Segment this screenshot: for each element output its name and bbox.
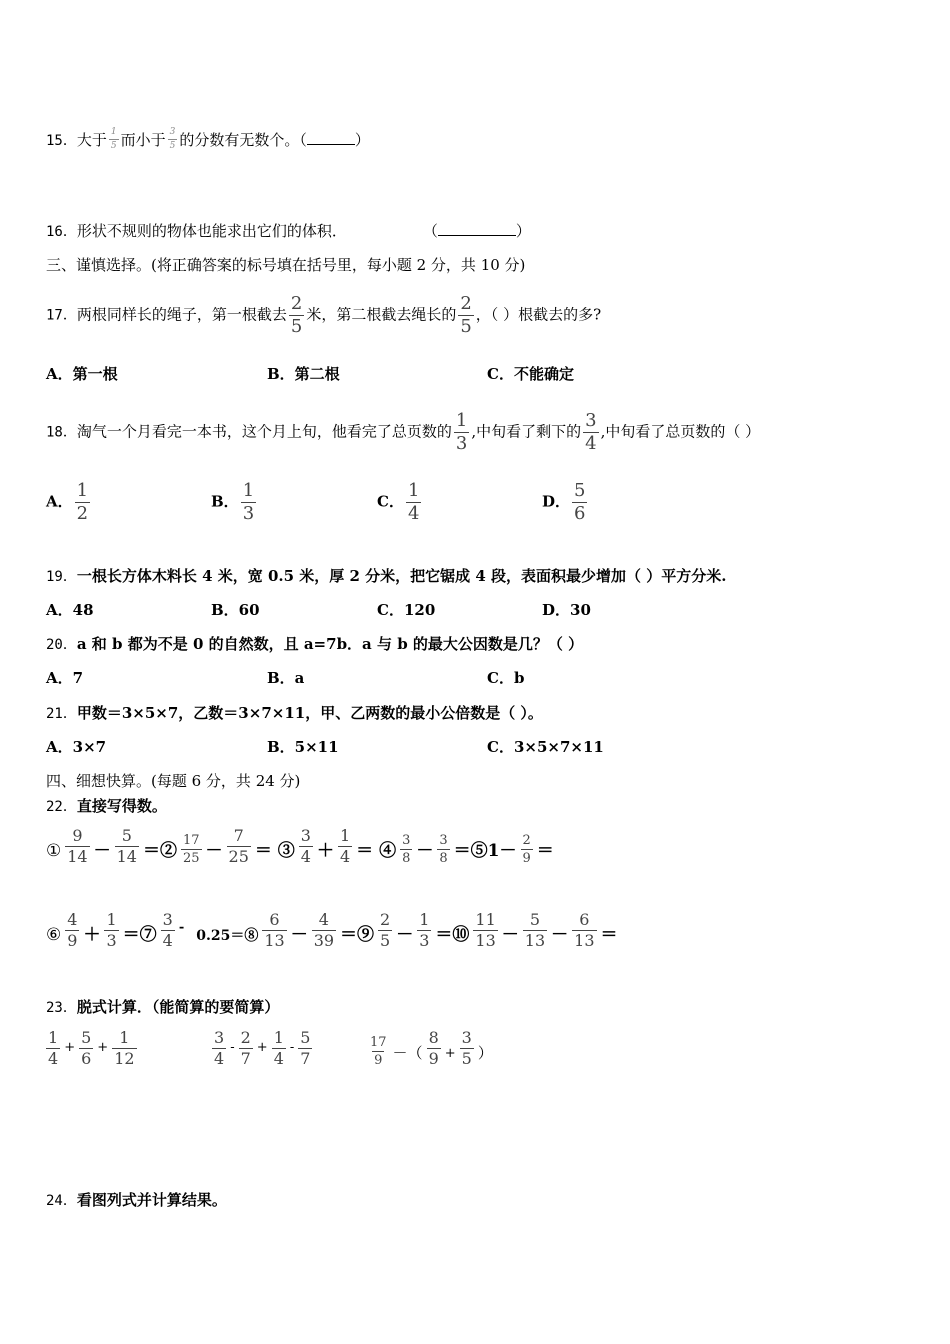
option-c[interactable]: C．不能确定: [487, 365, 574, 383]
fraction: $\frac{1}{3}$: [419, 910, 430, 950]
fraction: $\frac{1}{4}$: [407, 480, 420, 524]
option-d[interactable]: D． $\frac{5}{6}$: [542, 480, 586, 524]
question-20: 20．a 和 b 都为不是 0 的自然数，且 a=7b．a 与 b 的最大公因数是几？（ ）: [46, 635, 584, 653]
fraction: $\frac{1}{3}$: [106, 910, 117, 950]
fraction: $\frac{1}{5}$: [110, 127, 117, 151]
question-16: 16．形状不规则的物体也能求出它们的体积． （ ）: [46, 222, 531, 240]
fraction: $\frac{1}{3}$: [242, 480, 255, 524]
fraction: $\frac{3}{8}$: [402, 833, 411, 866]
option-c[interactable]: C．3×5×7×11: [487, 738, 604, 756]
option-b[interactable]: B． $\frac{1}{3}$: [211, 480, 255, 524]
fraction: $\frac{2}{9}$: [522, 833, 531, 866]
q23-expression-2: $\frac{3}{4}$ - $\frac{2}{7}$ + $\frac{1}{4}$ - $\frac{5}{7}$: [214, 1028, 311, 1068]
question-19: 19．一根长方体木料长 4 米，宽 0.5 米，厚 2 分米，把它锯成 4 段，表面积最少增加（ ）平方分米.: [46, 567, 727, 585]
fraction: $\frac{7}{25}$: [228, 826, 249, 866]
fraction: $\frac{1}{2}$: [76, 480, 89, 524]
option-c[interactable]: C．b: [487, 669, 525, 687]
question-18: 18．淘气一个月看完一本书，这个月上旬，他看完了总页数的 $\frac{1}{3}$ ,中旬看了剩下的 $\frac{3}{4}$ ,中旬看了总页数的（ ）: [46, 410, 761, 454]
fraction: $\frac{5}{7}$: [300, 1028, 311, 1068]
section-4-heading: 四、细想快算。(每题 6 分，共 24 分): [46, 772, 301, 790]
fraction: $\frac{6}{13}$: [574, 910, 595, 950]
fraction: $\frac{1}{4}$: [273, 1028, 284, 1068]
option-b[interactable]: B．第二根: [267, 365, 340, 383]
fraction: $\frac{3}{4}$: [214, 1028, 225, 1068]
fraction: $\frac{1}{12}$: [114, 1028, 135, 1068]
fraction: $\frac{5}{13}$: [524, 910, 546, 950]
q23-expression-3: $\frac{17}{9}$ －（ $\frac{8}{9}$ + $\frac{3}{5}$ ）: [370, 1028, 493, 1068]
section-3-heading: 三、谨慎选择。(将正确答案的标号填在括号里，每小题 2 分，共 10 分): [46, 256, 526, 274]
fraction: $\frac{6}{13}$: [264, 910, 285, 950]
option-a[interactable]: A．3×7: [46, 738, 107, 756]
fraction: $\frac{5}{14}$: [116, 826, 137, 866]
fraction: $\frac{9}{14}$: [67, 826, 88, 866]
option-b[interactable]: B．5×11: [267, 738, 339, 756]
fraction: $\frac{5}{6}$: [574, 480, 586, 524]
option-c[interactable]: C．120: [377, 601, 436, 619]
fraction: $\frac{3}{4}$: [585, 410, 597, 454]
fraction: $\frac{4}{39}$: [313, 910, 335, 950]
fraction: $\frac{1}{4}$: [48, 1028, 59, 1068]
fraction: $\frac{2}{5}$: [460, 293, 472, 337]
option-d[interactable]: D．30: [542, 601, 591, 619]
answer-blank[interactable]: [438, 221, 516, 236]
question-21: 21．甲数＝3×5×7，乙数＝3×7×11，甲、乙两数的最小公倍数是（ ）。: [46, 704, 543, 722]
fraction: $\frac{5}{6}$: [81, 1028, 92, 1068]
fraction: $\frac{3}{5}$: [461, 1028, 472, 1068]
option-a[interactable]: A．7: [46, 669, 84, 687]
option-b[interactable]: B．60: [211, 601, 260, 619]
fraction: $\frac{17}{9}$: [370, 1035, 387, 1068]
fraction: $\frac{3}{4}$: [300, 826, 311, 866]
fraction: $\frac{2}{5}$: [380, 910, 391, 950]
question-22: 22．直接写得数。: [46, 797, 167, 815]
fraction: $\frac{2}{5}$: [290, 293, 303, 337]
option-a[interactable]: A．第一根: [46, 365, 118, 383]
option-b[interactable]: B．a: [267, 669, 305, 687]
fraction: $\frac{17}{25}$: [182, 833, 200, 866]
fraction: $\frac{1}{4}$: [339, 826, 351, 866]
q23-expression-1: $\frac{1}{4}$ + $\frac{5}{6}$ + $\frac{1}{12}$: [48, 1028, 135, 1068]
fraction: $\frac{4}{9}$: [67, 910, 78, 950]
option-a[interactable]: A． $\frac{1}{2}$: [46, 480, 89, 524]
fraction: $\frac{2}{7}$: [240, 1028, 251, 1068]
question-24: 24．看图列式并计算结果。: [46, 1191, 227, 1209]
question-17: 17．两根同样长的绳子，第一根截去 $\frac{2}{5}$ 米，第二根截去绳长的 $\frac{2}{5}$ ，（ ）根截去的多?: [46, 293, 602, 337]
option-a[interactable]: A．48: [46, 601, 94, 619]
option-c[interactable]: C． $\frac{1}{4}$: [377, 480, 420, 524]
answer-blank[interactable]: [307, 130, 355, 145]
fraction: $\frac{3}{8}$: [439, 833, 448, 866]
q22-row-1: ① $\frac{9}{14}$ － $\frac{5}{14}$ ＝② $\frac{17}{25}$ － $\frac{7}{25}$ ＝ ③ $\frac{3}{4}$ ＋ $\frac{1}{4}$ ＝ ④ $\frac{3}{8}$ － $\frac{3}{8}$ ＝⑤1－ $\frac{2}{9}$ ＝: [46, 826, 554, 866]
question-23: 23．脱式计算．（能简算的要简算）: [46, 998, 280, 1016]
fraction: $\frac{11}{13}$: [475, 910, 496, 950]
question-15: 15．大于 $\frac{1}{5}$ 而小于 $\frac{3}{5}$ 的分数有无数个。（ ）: [46, 127, 370, 151]
fraction: $\frac{8}{9}$: [428, 1028, 439, 1068]
q22-row-2: ⑥ $\frac{4}{9}$ ＋ $\frac{1}{3}$ ＝⑦ $\frac{3}{4}$ - 0.25＝⑧ $\frac{6}{13}$ － $\frac{4}{39}$ ＝⑨ $\frac{2}{5}$ － $\frac{1}{3}$ ＝⑩ $\frac{11}{13}$ － $\frac{5}{13}$ － $\frac{6}{13}$ ＝: [46, 910, 618, 950]
fraction: $\frac{3}{5}$: [169, 127, 176, 151]
fraction: $\frac{1}{3}$: [455, 410, 468, 454]
fraction: $\frac{3}{4}$: [162, 910, 173, 950]
